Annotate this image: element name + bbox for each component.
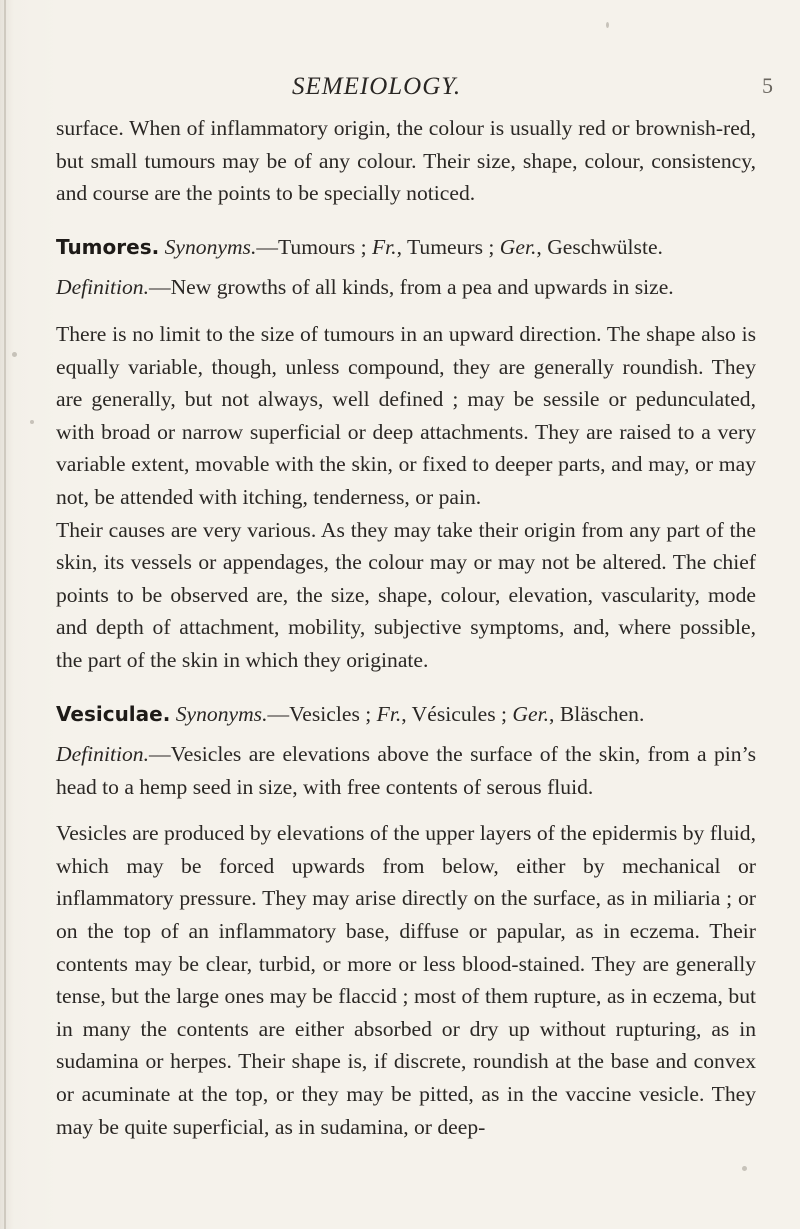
paper-speck <box>742 1166 747 1171</box>
paper-speck <box>606 22 609 28</box>
synonyms-label: Synonyms. <box>164 234 257 259</box>
paper-speck <box>30 420 34 424</box>
entry-vesiculae-synonyms <box>56 698 756 731</box>
tumores-paragraph-1: There is no limit to the size of tumours in an upward direction. The shape also is equally variable, though, unless compound, they are generally roundish. They are generally, but not always, well defined ; may be sessile or pedunculated, with broad or narrow superficial or deep attachments. They are raised to a very variable extent, movable with the skin, or fixed to deeper parts, and may, or may not, be attended with itching, tenderness, or pain. <box>56 321 756 509</box>
definition-text: —Vesicles are elevations above the surface of the skin, from a pin’s head to a hemp seed in size, with free contents of serous fluid. <box>56 742 756 799</box>
page-number: 5 <box>762 73 773 98</box>
definition-text: —New growths of all kinds, from a pea and upwards in size. <box>148 275 674 300</box>
entry-tumores-synonyms <box>56 231 756 264</box>
body-text <box>56 112 756 1143</box>
headword-tumores: Tumores. <box>56 234 160 259</box>
german-label: Ger. <box>512 701 550 726</box>
german-label: Ger. <box>499 234 537 259</box>
synonyms-text: —Tumours ; <box>256 234 372 259</box>
paragraph-continuation: surface. When of inflammatory origin, the colour is usually red or brownish-red, but small tumours may be of any colour. Their size, shape, colour, consistency, and course are the points to be specially noticed. <box>56 116 756 206</box>
page-header <box>0 73 800 107</box>
page-gutter <box>4 0 6 1229</box>
synonyms-text: —Vesicles ; <box>267 701 377 726</box>
headword-vesiculae: Vesiculae. <box>56 701 171 726</box>
entry-vesiculae-definition <box>56 738 756 803</box>
french-text: , Vésicules ; <box>401 701 513 726</box>
french-text: , Tumeurs ; <box>396 234 500 259</box>
tumores-paragraph-2: Their causes are very various. As they may take their origin from any part of the skin, its vessels or appendages, the colour may or may not be altered. The chief points to be observed are, the size, shape, colour, elevation, vascularity, mode and depth of attachment, mobility, subjective symptoms, and, where possible, the part of the skin in which they originate. <box>56 517 756 672</box>
synonyms-label: Synonyms. <box>175 701 268 726</box>
french-label: Fr. <box>371 234 397 259</box>
entry-tumores-definition <box>56 271 756 304</box>
german-text: , Bläschen. <box>549 701 645 726</box>
definition-label: Definition. <box>56 742 149 767</box>
definition-label: Definition. <box>56 275 149 300</box>
vesiculae-paragraph-1: Vesicles are produced by elevations of the upper layers of the epidermis by fluid, which may be forced upwards from below, either by mechanical or inflammatory pressure. They may arise directly on the surface, as in miliaria ; or on the top of an inflammatory base, diffuse or papular, as in eczema. Their contents may be clear, turbid, or more or less blood-stained. They are generally tense, but the large ones may be flaccid ; most of them rupture, as in eczema, but in many the contents are either absorbed or dry up without rupturing, as in sudamina or herpes. Their shape is, if discrete, roundish at the base and convex or acuminate at the top, or they may be pitted, as in the vaccine vesicle. They may be quite superficial, as in sudamina, or deep- <box>56 821 756 1139</box>
german-text: , Geschwülste. <box>536 234 663 259</box>
french-label: Fr. <box>376 701 402 726</box>
running-title: SEMEIOLOGY. <box>292 73 462 100</box>
paper-speck <box>12 352 17 357</box>
